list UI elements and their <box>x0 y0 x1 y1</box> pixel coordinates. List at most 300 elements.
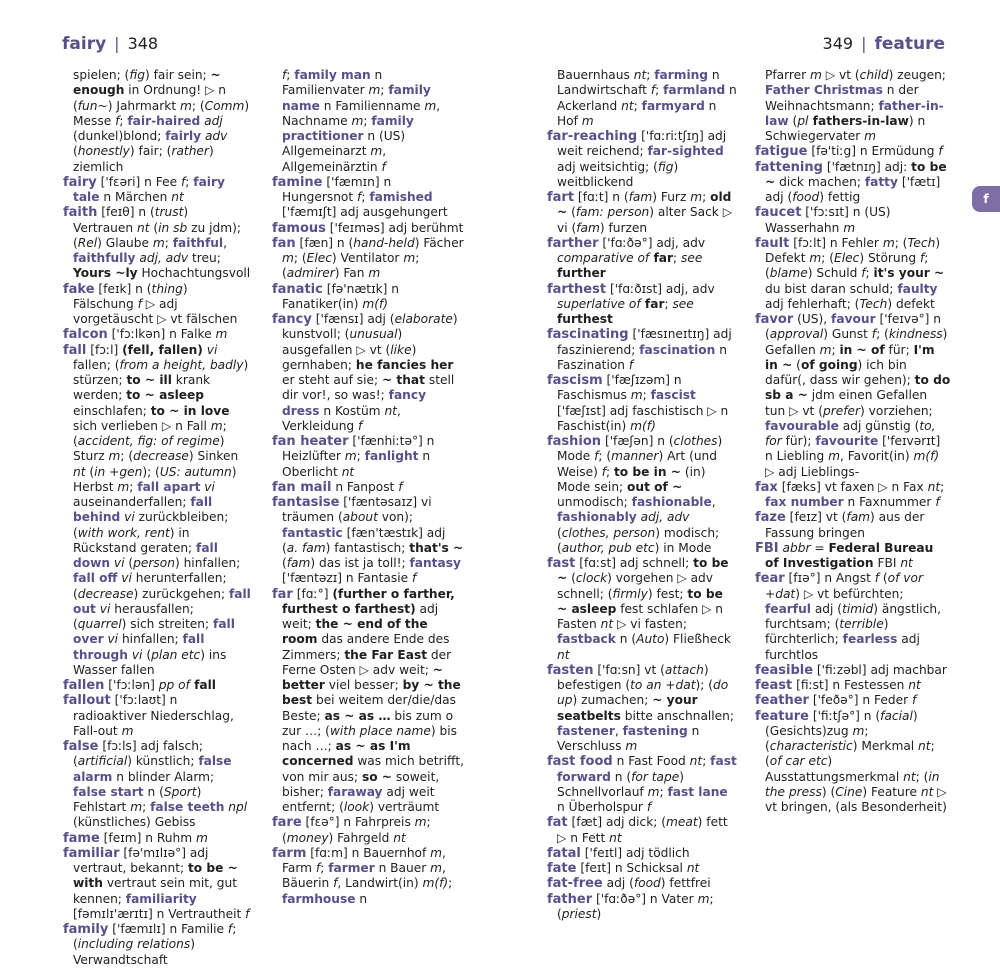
entry-text: ) Fließheck <box>664 632 731 647</box>
letter-thumb-tab: f <box>972 186 1000 212</box>
entry-text: ) Merkmal <box>852 739 919 753</box>
headword: farm <box>272 845 307 861</box>
entry-text: f <box>245 906 250 921</box>
entry-text: ) Fächer <box>414 235 464 250</box>
entry-text: n ( <box>143 784 164 799</box>
sub-headword: fashionably <box>557 510 637 525</box>
sub-headword: fall out <box>73 586 251 616</box>
entry-text: m <box>152 235 165 250</box>
dictionary-entry <box>272 312 464 434</box>
entry-text: , Nachname <box>282 98 441 128</box>
entry-text: ) fair; ( <box>129 144 172 159</box>
entry-text: ) furzen <box>599 220 648 235</box>
entry-text: f <box>381 159 386 174</box>
dictionary-entry <box>63 282 251 328</box>
entry-text: furthest <box>557 312 613 326</box>
entry-text: fam <box>628 190 653 204</box>
sub-headword: false alarm <box>73 754 232 784</box>
entry-text: [fɑːm] n Bauernhof <box>306 845 431 860</box>
entry-text: ( <box>282 556 287 570</box>
entry-text: [fə'mɪlɪə°] adj vertraut, bekannt; <box>73 845 209 875</box>
headword: fantasise <box>272 495 340 510</box>
entry-text: [fæn'tæstɪk] adj ( <box>282 525 446 555</box>
entry-text: ) künstlich; <box>127 754 199 769</box>
entry-text: m <box>210 418 223 433</box>
entry-text: ) Art (und Weise) <box>557 449 718 479</box>
entry-text: about <box>342 510 378 525</box>
entry-text: vi <box>202 342 218 357</box>
dictionary-entry <box>272 846 464 907</box>
entry-text: [fɑːst] adj schnell; <box>575 556 694 570</box>
dictionary-entry <box>755 312 951 480</box>
entry-text: plan etc <box>151 647 201 662</box>
entry-text: ; <box>142 800 151 814</box>
entry-text: admirer <box>286 266 335 281</box>
entry-text: ; ( <box>876 327 889 342</box>
entry-text: f <box>411 571 417 586</box>
entry-text: adj furchtlos <box>765 632 920 662</box>
entry-text: facial <box>880 708 913 723</box>
entry-text: fall <box>189 678 216 692</box>
entry-text: like <box>390 342 412 357</box>
entry-text: das andere Ende des Zimmers; <box>282 632 450 662</box>
entry-text: ) kunstvoll; ( <box>282 312 458 342</box>
entry-text: f <box>628 357 634 372</box>
headword: falcon <box>63 327 108 343</box>
entry-text: elaborate <box>394 312 453 326</box>
dictionary-entry <box>272 434 464 480</box>
dictionary-entry <box>547 815 737 846</box>
entry-text: sich verlieben ▷ n Fall <box>73 418 211 433</box>
headword: fanatic <box>272 281 323 297</box>
entry-text: Tech <box>907 235 936 250</box>
entry-text: rather <box>171 144 209 159</box>
entry-text: nt <box>73 464 86 479</box>
entry-text: m(f) <box>362 296 389 311</box>
sub-headword: fantastic <box>282 525 343 540</box>
entry-text: ) ausgefallen ▷ vt ( <box>282 327 403 357</box>
entry-text: [fɔːlt] n Fehler <box>789 235 883 250</box>
entry-text: fun~ <box>77 98 108 113</box>
entry-text: f <box>333 876 338 891</box>
sub-headword: farmer <box>328 861 375 875</box>
entry-text: ; <box>702 754 711 769</box>
entry-text: (fell, fallen) <box>122 342 203 357</box>
entry-text: ( <box>557 525 562 540</box>
entry-text: adj fehlerhaft; ( <box>765 296 860 311</box>
entry-text: ) fest; <box>647 586 688 601</box>
entry-text: ) Mode <box>557 434 723 464</box>
entry-text: , <box>614 723 623 738</box>
entry-text: n der Weihnachtsmann; <box>765 83 919 113</box>
entry-text: ; ( <box>765 739 935 769</box>
entry-text: ; ( <box>557 891 714 921</box>
entry-text: nt <box>136 220 150 235</box>
entry-continuation <box>272 68 464 175</box>
entry-text: adj ( <box>810 601 843 616</box>
entry-text: ) ziemlich <box>73 144 214 174</box>
entry-text: ['fæmɪn] n Hungersnot <box>282 174 392 204</box>
headword: fasten <box>547 662 594 678</box>
dictionary-entry <box>547 861 737 876</box>
entry-text: Sport <box>163 784 197 799</box>
header-separator-left: | <box>114 34 120 53</box>
entry-text: für; <box>884 342 914 357</box>
entry-text: ) vorziehen; <box>860 403 933 418</box>
sub-headword: faulty <box>897 281 938 296</box>
header-guide-word-right: feature <box>874 34 945 54</box>
entry-text: ) bis nach …; <box>282 723 458 753</box>
entry-text: n Landwirtschaft <box>557 68 720 98</box>
entry-text: f <box>115 113 120 128</box>
entry-text: of <box>887 571 900 586</box>
entry-text: ) ängstlich, furchtsam; ( <box>765 601 941 631</box>
entry-text: nt <box>609 830 622 845</box>
entry-text: m <box>414 815 427 830</box>
entry-text: ) sich streiten; <box>121 617 214 631</box>
entry-text: nt <box>557 647 570 662</box>
entry-text: n Familienname <box>319 98 425 113</box>
entry-text: ) Schnellvorlauf <box>557 769 685 799</box>
entry-text: n Ackerland <box>557 83 737 113</box>
entry-text: m <box>368 266 381 281</box>
entry-text: ['fɛəri] n Fee <box>96 174 181 189</box>
entry-text: ) n Schwiegervater <box>765 113 926 143</box>
entry-text: krank werden; <box>73 373 211 403</box>
entry-text: fathers-in-law <box>808 113 909 128</box>
entry-text: from a height, badly <box>119 357 244 372</box>
entry-text: blame <box>769 266 808 281</box>
entry-text: ; ( <box>282 251 420 281</box>
entry-text: [fæt] adj dick; ( <box>567 815 667 830</box>
entry-text: ; <box>642 388 651 403</box>
entry-text: ) Feature <box>862 784 921 799</box>
entry-text: adj, adv <box>636 510 690 525</box>
entry-text: ( <box>788 113 798 128</box>
entry-text: ) Fälschung <box>73 281 188 311</box>
entry-text: n Verschluss <box>557 723 700 753</box>
entry-text: hand-held <box>353 235 415 250</box>
entry-text: ) Fehlstart <box>73 784 202 814</box>
entry-text: n Überholspur <box>557 800 647 814</box>
headword: false <box>63 739 99 754</box>
entry-text: ['feɪvə°] n ( <box>765 312 942 342</box>
headword: familiar <box>63 845 120 861</box>
entry-text: nt <box>908 678 921 692</box>
entry-text: [fɑːt] n ( <box>574 190 629 204</box>
entry-text: f <box>358 418 363 433</box>
dictionary-entry <box>755 709 951 816</box>
entry-text: m <box>852 723 865 738</box>
entry-text: m <box>697 891 710 906</box>
entry-text: ▷ adj Lieblings- <box>765 464 860 479</box>
entry-text: unmodisch; <box>557 495 632 509</box>
sub-headword: fax number <box>765 495 844 509</box>
entry-text: ['fætnɪŋ] adj: <box>822 159 912 174</box>
sub-headword: fastener <box>557 723 615 738</box>
sub-headword: far-sighted <box>647 144 724 159</box>
entry-text: adj, adv <box>135 251 189 265</box>
entry-text: adj weitsichtig; ( <box>557 159 658 174</box>
entry-text: (dunkel)blond; <box>73 129 166 143</box>
entry-text: attach <box>664 662 704 677</box>
entry-text: , <box>711 495 716 509</box>
entry-text: n Faszination <box>557 342 727 372</box>
entry-text: [fəmɪlɪ'ærɪtɪ] n Vertrautheit <box>73 906 246 921</box>
entry-text: hinfallen; <box>118 632 183 647</box>
entry-text: ▷ vt ( <box>821 68 860 82</box>
sub-headword: fall apart <box>137 479 201 494</box>
entry-text: ▷ vi fasten; <box>613 617 687 631</box>
entry-text: [feɪt] n Schicksal <box>576 861 687 875</box>
entry-text: ; ( <box>894 235 908 250</box>
entry-text: far <box>640 296 665 311</box>
sub-headword: Father Christmas <box>765 83 883 98</box>
entry-text: as ~ as I'm concerned <box>282 739 411 769</box>
entry-text: vi <box>200 479 215 494</box>
entry-text: ['fæsɪneɪtɪŋ] adj faszinierend; <box>557 327 732 357</box>
entry-text: clothes <box>673 434 718 448</box>
entry-text: m <box>403 251 416 265</box>
entry-text: f <box>601 464 606 479</box>
dictionary-entry <box>272 815 464 846</box>
entry-text: m <box>344 449 357 464</box>
entry-text: nt <box>689 754 703 769</box>
entry-text: [fɔːl] <box>86 342 123 357</box>
entry-text: ) verträumt <box>369 800 440 814</box>
entry-text: m <box>819 342 832 357</box>
entry-text: Elec <box>834 251 860 265</box>
headword: father <box>547 891 593 907</box>
entry-text: ['fɑːsn] vt ( <box>593 662 665 677</box>
entry-text: in +gen <box>94 464 143 479</box>
entry-text: ) Ventilator <box>331 251 404 265</box>
entry-text: ['fɑːðə°] n Vater <box>592 891 698 906</box>
entry-text: n (US) Allgemeinarzt <box>282 129 406 159</box>
headword: fascism <box>547 373 603 388</box>
entry-text: ) Furz <box>652 190 691 204</box>
entry-text: firmly <box>612 586 648 601</box>
entry-text: ) ( <box>821 784 836 799</box>
entry-text: in Ordnung! ▷ n ( <box>73 83 227 113</box>
entry-text: der Ferne Osten ▷ adv weit; <box>282 647 452 677</box>
entry-text: ~ better <box>282 662 443 692</box>
entry-text: , Landwirt(in) <box>337 876 423 891</box>
dictionary-entry <box>63 846 251 922</box>
dictionary-column-3 <box>547 68 737 922</box>
entry-text: unusual <box>349 327 398 342</box>
entry-text: Tech <box>859 296 888 311</box>
entry-text: n Familienvater <box>282 68 383 98</box>
page-number-left: 348 <box>127 34 159 53</box>
entry-text: ) fett ▷ n Fett <box>557 815 728 845</box>
entry-text: comparative of <box>557 251 650 265</box>
entry-text: n Fanpost <box>331 479 399 494</box>
sub-headword: fairy tale <box>73 174 225 204</box>
entry-text: f <box>357 190 362 204</box>
entry-text: author, pub etc <box>561 540 655 555</box>
entry-text: vi <box>95 601 111 616</box>
entry-text: f <box>935 495 940 509</box>
entry-text: Comm <box>204 98 245 113</box>
entry-text: thing <box>151 281 183 296</box>
header-separator-right: | <box>861 34 867 53</box>
entry-text: ; ( <box>765 723 869 753</box>
dictionary-entry <box>272 480 464 495</box>
entry-text: ) fantastisch; <box>325 540 410 555</box>
entry-text: see <box>680 251 703 265</box>
entry-text: I'm in ~ <box>765 342 935 372</box>
sub-headword: fascination <box>639 342 716 357</box>
entry-text: to be ~ <box>765 159 947 189</box>
entry-text: fig <box>129 68 145 82</box>
entry-text: (künstliches) Gebiss <box>73 815 196 830</box>
sub-headword: fastening <box>622 723 688 738</box>
entry-text: ['fæʃən] n ( <box>601 434 674 448</box>
entry-text: n Hof <box>557 98 717 128</box>
entry-text: , Bäuerin <box>282 861 446 891</box>
sub-headword: fast lane <box>667 784 728 799</box>
entry-text: , Verkleidung <box>282 403 401 433</box>
entry-text: of car etc <box>769 754 828 769</box>
headword: fan <box>272 235 296 251</box>
sub-headword: fall through <box>73 632 205 662</box>
entry-text: adv <box>201 129 228 143</box>
entry-text: US: autumn <box>159 464 232 479</box>
entry-text: meat <box>666 815 698 830</box>
dictionary-entry <box>755 144 951 159</box>
entry-text: vi <box>103 632 119 647</box>
entry-text: ; ( <box>821 251 835 265</box>
entry-text: ; <box>633 98 642 113</box>
entry-text: stell dir vor!, so was!; <box>282 373 455 403</box>
entry-text: ; <box>129 479 138 494</box>
headword: feature <box>755 708 809 724</box>
dictionary-entry <box>63 678 251 693</box>
entry-text: ) <box>596 906 602 921</box>
entry-text: person <box>133 556 175 570</box>
entry-text: adj ( <box>602 876 634 891</box>
entry-text: quarrel <box>77 617 122 631</box>
dictionary-entry <box>63 175 251 206</box>
entry-text: the Far East <box>344 647 428 662</box>
dictionary-column-4 <box>755 68 951 815</box>
dictionary-entry <box>755 480 951 511</box>
sub-headword: fancy dress <box>282 388 427 418</box>
entry-text: [fɔːls] adj falsch; ( <box>73 739 204 769</box>
entry-text: n ( <box>610 769 632 784</box>
dictionary-entry <box>63 739 251 831</box>
entry-text: including relations <box>77 937 191 952</box>
entry-text: to be ~ <box>557 556 729 586</box>
entry-text: ) alter Sack ▷ vi ( <box>557 205 733 235</box>
entry-text: see <box>672 296 694 311</box>
headword: farther <box>547 235 599 251</box>
entry-text: [fɛə°] n Fahrpreis <box>301 815 415 830</box>
entry-text: ( <box>124 556 134 570</box>
entry-text: ( <box>149 220 159 235</box>
entry-text: far <box>649 251 673 265</box>
entry-text: viel besser; <box>324 678 403 692</box>
entry-text: auseinanderfallen; <box>73 495 191 509</box>
sub-headword: fall over <box>73 617 235 647</box>
sub-headword: fanlight <box>364 449 419 464</box>
entry-text: [fə'nætɪk] n Fanatiker(in) <box>282 281 400 311</box>
entry-text: m <box>368 83 381 98</box>
entry-text: (further o farther, furthest o farthest) <box>282 586 455 616</box>
entry-text: ; ( <box>120 449 134 464</box>
entry-text: the ~ end of the room <box>282 617 428 647</box>
entry-text: Bauernhaus <box>557 68 634 82</box>
entry-text: kindness <box>888 327 943 342</box>
entry-text: nt <box>918 739 931 753</box>
dictionary-entry <box>547 282 737 328</box>
entry-text: characteristic <box>769 739 853 753</box>
entry-continuation <box>547 68 737 129</box>
entry-text: ; <box>664 296 673 311</box>
sub-headword: fatty <box>864 174 898 189</box>
entry-text: ['feɪtl] adj tödlich <box>580 845 690 860</box>
entry-text: ; ( <box>598 449 612 464</box>
entry-text: decrease <box>133 449 189 464</box>
entry-text: [fɪə°] n Angst <box>784 571 875 586</box>
entry-text: a. fam <box>286 540 326 555</box>
entry-text: ['fænsɪ] adj ( <box>311 312 395 326</box>
entry-text: ['fiːtʃə°] n ( <box>808 708 881 723</box>
entry-continuation <box>63 68 251 175</box>
dictionary-entry <box>547 327 737 373</box>
entry-text: m <box>828 449 840 464</box>
entry-text: Pfarrer <box>765 68 811 82</box>
dictionary-entry <box>755 678 951 693</box>
dictionary-entry <box>272 236 464 282</box>
entry-text: nt <box>633 68 647 82</box>
entry-text: [fæn] n ( <box>295 235 354 250</box>
entry-text: ) Ausstattungsmerkmal <box>765 754 904 784</box>
entry-text: herunterfallen; ( <box>73 571 227 601</box>
entry-text: [feɪk] n ( <box>94 281 152 296</box>
entry-text: food <box>792 190 820 204</box>
entry-text: ['fæmɪlɪ] n Familie <box>108 922 228 936</box>
sub-headword: fearful <box>765 601 811 616</box>
entry-text: fam <box>846 510 871 525</box>
headword: fare <box>272 815 302 831</box>
entry-text: ['feɪməs] adj berühmt <box>325 220 464 235</box>
headword: faith <box>63 205 98 221</box>
headword: fast <box>547 556 576 571</box>
entry-text: pl <box>797 113 809 128</box>
entry-text: ; <box>673 251 681 265</box>
headword: fear <box>755 571 785 587</box>
sub-headword: favourable <box>765 418 839 433</box>
entry-text: ) zurückgehen; <box>133 586 229 601</box>
entry-text: m <box>351 113 364 128</box>
entry-text: [fɑː°] <box>292 586 333 601</box>
dictionary-entry <box>63 831 251 846</box>
entry-text: ) vorgehen ▷ adv schnell; ( <box>557 571 713 601</box>
entry-text: ▷ vt bringen, (als Besonderheit) <box>765 784 947 814</box>
entry-text: ['feɪvərɪt] n Liebling <box>765 434 941 464</box>
entry-text: ) stürzen; <box>73 357 249 387</box>
entry-text: nt <box>384 403 397 418</box>
headword: fashion <box>547 434 602 449</box>
entry-text: ; ( <box>73 418 227 448</box>
entry-text: as ~ as … <box>324 708 391 723</box>
entry-text: ( <box>567 205 576 220</box>
entry-text: ; <box>659 784 668 799</box>
dictionary-entry <box>547 846 737 861</box>
entry-text: zurückbleiben; ( <box>73 510 229 540</box>
